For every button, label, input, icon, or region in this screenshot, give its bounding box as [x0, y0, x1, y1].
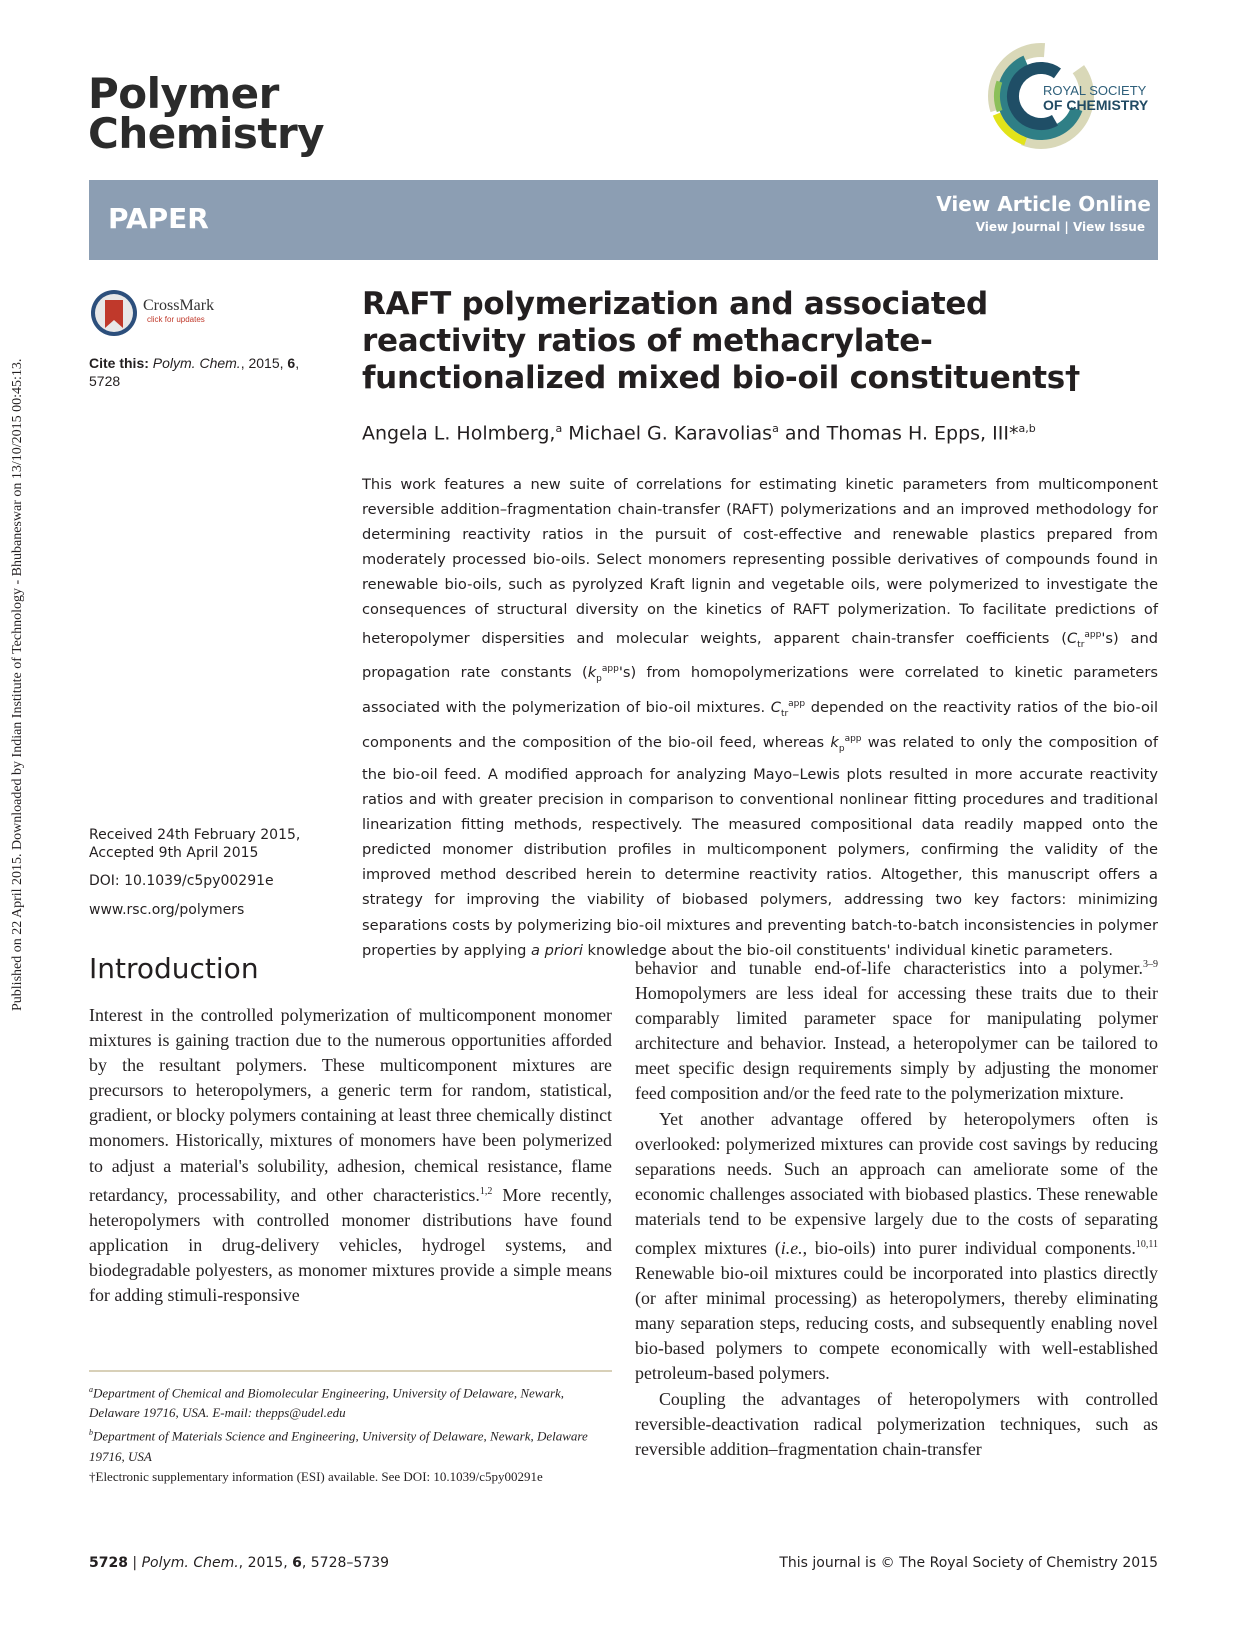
publisher-name [1043, 84, 1148, 112]
cite-page: , 5728 [89, 355, 300, 389]
download-watermark: Published on 22 April 2015. Downloaded by Indian Institute of Technology - Bhubaneswar on 13/10/2015 00:45:13. [10, 358, 25, 1011]
kp-subscript: p [596, 674, 602, 685]
footer-pages: , 5728–5739 [301, 1555, 390, 1571]
publisher-line2: OF CHEMISTRY [1043, 97, 1149, 113]
footnote-b [89, 1423, 612, 1466]
footer-journal: Polym. Chem. [141, 1555, 239, 1571]
intro-text-r2c: Renewable bio-oil mixtures could be incorporated into plastics directly (or after minimal processing) as heteropolymers, thereby eliminating many separation steps, reducing costs, and subsequently enabling novel bio-based polymers to compete economically with well-established petroleum-based polymers. [635, 1263, 1158, 1384]
ctr-symbol-2: C [770, 699, 781, 717]
kp-superscript-2: app [844, 734, 862, 745]
author-1: Angela L. Holmberg, [362, 422, 556, 445]
footnote-a-text: Department of Chemical and Biomolecular Engineering, University of Delaware, Newark, Delaware 19716, USA. E-mail: thepps@udel.edu [89, 1385, 565, 1421]
abstract-text-4: depended on the reactivity ratios of the bio-oil components and the composition of the bio-oil feed, whereas [362, 699, 1159, 751]
intro-text-r1: behavior and tunable end-of-life characteristics into a polymer. [635, 957, 1143, 978]
abstract-text-2: 's) and propagation rate constants ( [362, 629, 1158, 682]
journal-web-link[interactable]: www.rsc.org/polymers [89, 902, 245, 918]
abstract [362, 472, 1158, 963]
footnotes [89, 1380, 612, 1487]
ctr-subscript: tr [1077, 639, 1085, 650]
view-issue-link[interactable]: View Issue [1072, 220, 1145, 234]
intro-text-r2: Yet another advantage offered by heteropolymers often is overlooked: polymerized mixtures can provide cost savings by reducing separations needs. Such an approach can ameliorate some of the economic challenges associated with biobased plastics. These renewable materials tend to be expensive largely due to the costs of separating complex mixtures ( [635, 1108, 1158, 1258]
page-number: 5728 [89, 1555, 128, 1571]
author-list [362, 422, 1036, 444]
ctr-superscript: app [1084, 629, 1102, 640]
footnote-divider [89, 1370, 612, 1372]
kp-superscript: app [601, 664, 619, 675]
section-heading-introduction: Introduction [89, 952, 259, 985]
ctr-superscript-2: app [788, 699, 806, 710]
reference-3-9[interactable]: 3–9 [1143, 959, 1158, 970]
crossmark-label[interactable]: CrossMark [143, 297, 215, 314]
body-column-right [635, 952, 1158, 1462]
author-3-affiliation: a,b [1018, 422, 1036, 435]
copyright: This journal is © The Royal Society of Chemistry 2015 [779, 1555, 1158, 1571]
footer-separator: | [127, 1555, 142, 1571]
view-article-online-link[interactable]: View Article Online [936, 192, 1151, 216]
kp-subscript-2: p [838, 743, 845, 754]
abstract-text-5: was related to only the composition of the bio-oil feed. A modified approach for analyzing Mayo–Lewis plots resulted in more accurate reactivity ratios and with greater precision in comparison to conventional nonlinear fitting procedures and traditional linearization fitting methods, respectively. The measured compositional data readily mapped onto the predicted monomer distribution profiles in multicomponent polymers, confirming the validity of the improved method described herein to determine reactivity ratios. Altogether, this manuscript offers a strategy for improving the viability of biobased polymers, addressing two key factors: minimizing separations costs by polymerizing bio-oil mixtures and preventing batch-to-batch inconsistencies in polymer properties by applying [362, 734, 1158, 959]
intro-paragraph-2 [635, 1107, 1158, 1387]
cite-year: , 2015, [240, 355, 288, 371]
doi[interactable]: DOI: 10.1039/c5py00291e [89, 873, 274, 889]
intro-text-1: Interest in the controlled polymerization of multicomponent monomer mixtures is gaining traction due to the numerous opportunities afforded by the resultant polymers. These multicomponent mixtures are precursors to heteropolymers, a generic term for random, statistical, gradient, or blocky polymers containing at least three chemically distinct monomers. Historically, mixtures of monomers have been polymerized to adjust a material's solubility, adhesion, chemical resistance, flame retardancy, processability, and other characteristics. [89, 1005, 612, 1205]
footer-year: , 2015, [238, 1555, 293, 1571]
ctr-subscript-2: tr [780, 709, 789, 720]
publisher-line1: ROYAL SOCIETY [1043, 83, 1147, 98]
reference-10-11[interactable]: 10,11 [1135, 1239, 1158, 1250]
link-separator: | [1064, 220, 1069, 234]
cite-journal: Polym. Chem. [152, 355, 241, 371]
reference-1-2[interactable]: 1,2 [479, 1185, 493, 1197]
page-footer-left [89, 1555, 389, 1571]
kp-symbol: k [587, 664, 597, 682]
intro-ie: i.e. [780, 1237, 803, 1258]
article-type-label: PAPER [108, 202, 209, 235]
footnote-a-mark: a [89, 1385, 93, 1394]
intro-text-r1b: Homopolymers are less ideal for accessing these traits due to their comparably limited parameter space for manipulating polymer architecture and behavior. Instead, a heteropolymer can be tailored to meet specific design requirements simply by adjusting the monomer feed composition and/or the feed rate to the polymerization mixture. [635, 983, 1158, 1104]
intro-paragraph-3: Coupling the advantages of heteropolymers with controlled reversible-deactivation radical polymerization techniques, such as reversible addition–fragmentation chain-transfer [635, 1388, 1158, 1459]
intro-text-1b: More recently, heteropolymers with controlled monomer distributions have found application in drug-delivery vehicles, hydrogel systems, and biodegradable polyesters, as monomer mixtures provide a simple means for adding stimuli-responsive [89, 1184, 612, 1305]
abstract-apriori: a priori [531, 941, 583, 959]
intro-text-r2b: , bio-oils) into purer individual components. [802, 1237, 1136, 1258]
cite-volume: 6 [287, 355, 296, 371]
kp-symbol-2: k [830, 734, 839, 751]
crossmark-sub[interactable]: click for updates [147, 315, 205, 324]
intro-paragraph-1 [89, 1003, 612, 1308]
ctr-symbol: C [1066, 629, 1078, 647]
author-2-affiliation: a [772, 422, 779, 435]
footnote-b-mark: b [89, 1428, 93, 1438]
footer-volume: 6 [292, 1555, 302, 1571]
footnote-esi: †Electronic supplementary information (ESI) available. See DOI: 10.1039/c5py00291e [89, 1468, 543, 1484]
journal-title: Polymer Chemistry [88, 69, 325, 158]
cite-prefix: Cite this: [89, 355, 153, 371]
author-1-affiliation: a [555, 422, 563, 435]
article-history [89, 826, 300, 890]
intro-paragraph-1-cont [635, 952, 1158, 1107]
citation [89, 354, 329, 390]
view-journal-link[interactable]: View Journal [975, 220, 1061, 234]
received-date: Received 24th February 2015, [89, 827, 301, 843]
body-column-left [89, 1003, 612, 1308]
abstract-text-3: 's) from homopolymerizations were correlated to kinetic parameters associated with the polymerization of bio-oil mixtures. [362, 664, 1158, 717]
footnote-b-text: Department of Materials Science and Engineering, University of Delaware, Newark, Delaware 19716, USA [89, 1428, 588, 1464]
article-title: RAFT polymerization and associated reactivity ratios of methacrylate-functionalized mixed bio-oil constituents† [362, 286, 1081, 396]
author-2: Michael G. Karavolias [562, 422, 773, 445]
view-links [976, 220, 1145, 234]
author-3: and Thomas H. Epps, III* [778, 422, 1019, 445]
abstract-text-6: knowledge about the bio-oil constituents' individual kinetic parameters. [582, 941, 1114, 959]
accepted-date: Accepted 9th April 2015 [89, 845, 259, 861]
abstract-text-1: This work features a new suite of correlations for estimating kinetic parameters from multicomponent reversible addition–fragmentation chain-transfer (RAFT) polymerizations and an improved methodology for determining reactivity ratios in the pursuit of cost-effective and renewable plastics prepared from moderately processed bio-oils. Select monomers representing possible derivatives of compounds found in renewable bio-oils, such as pyrolyzed Kraft lignin and vegetable oils, were polymerized to investigate the consequences of structural diversity on the kinetics of RAFT polymerization. To facilitate predictions of heteropolymer dispersities and molecular weights, apparent chain-transfer coefficients ( [362, 476, 1158, 647]
footnote-a [89, 1380, 612, 1423]
